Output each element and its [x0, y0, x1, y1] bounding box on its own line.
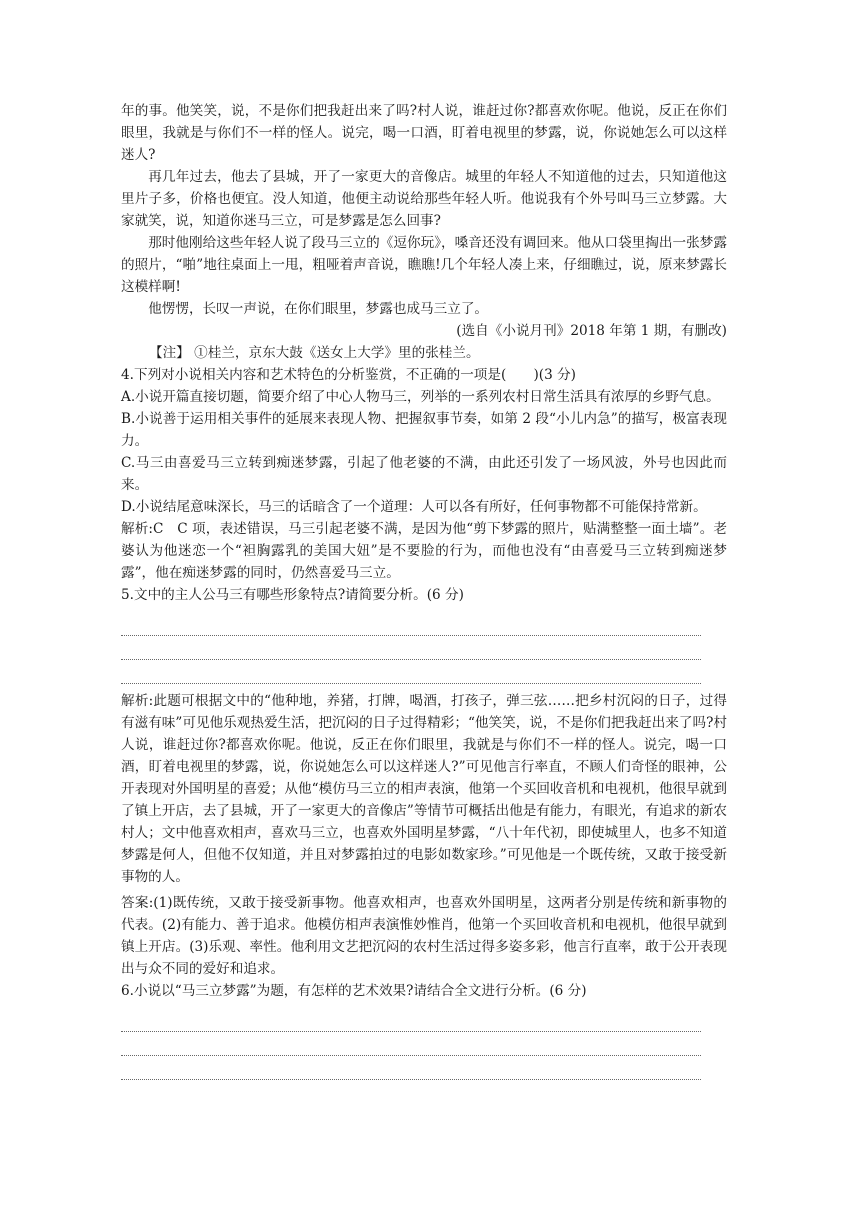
question-5-analysis: 解析:此题可根据文中的“他种地，养猪，打牌，喝酒，打孩子，弹三弦……把乡村沉闷的日子，过得有滋有味”可见他乐观热爱生活，把沉闷的日子过得精彩；“他笑笑，说，不是你们把我赶出来了吗?村人说，谁赶过你?都喜欢你呢。他说，反正在你们眼里，我就是与你们不一样的怪人。说完，喝一口酒，盯着电视里的梦露，说，你说她怎么可以这样迷人?”可见他言行率直，不顾人们奇怪的眼神，公开表现对外国明星的喜爱；从他“模仿马三立的相声表演，他第一个买回收音机和电视机，他很早就到了镇上开店，去了县城，开了一家更大的音像店”等情节可概括出他是有能力，有眼光，有追求的新农村人；文中他喜欢相声，喜欢马三立，也喜欢外国明星梦露，“八十年代初，即使城里人，也多不知道梦露是何人，但他不仅知道，并且对梦露拍过的电影如数家珍。”可见他是一个既传统，又敢于接受新事物的人。 [121, 693, 727, 885]
question-5-answer: 答案:(1)既传统，又敢于接受新事物。他喜欢相声，也喜欢外国明星，这两者分别是传统和新事物的代表。(2)有能力、善于追求。他模仿相声表演惟妙惟肖，他第一个买回收音机和电视机，他很早就到镇上开店。(3)乐观、率性。他利用文艺把沉闷的农村生活过得多姿多彩，他言行直率，敢于公开表现出与众不同的爱好和追求。 [121, 895, 727, 977]
answer-line[interactable] [121, 660, 701, 684]
story-paragraph: 那时他刚给这些年轻人说了段马三立的《逗你玩》，嗓音还没有调回来。他从口袋里掏出一张梦露的照片，“啪”地往桌面上一甩，粗哑着声音说，瞧瞧!几个年轻人凑上来，仔细瞧过，说，原来梦露长这模样啊! [121, 235, 727, 295]
question-4-option-b: B.小说善于运用相关事件的延展来表现人物、把握叙事节奏，如第 2 段“小儿内急”的描写，极富表现力。 [121, 411, 727, 449]
footnote: 【注】 ①桂兰，京东大鼓《送女上大学》里的张桂兰。 [149, 345, 480, 361]
question-4-option-c: C.马三由喜爱马三立转到痴迷梦露，引起了他老婆的不满，由此还引发了一场风波，外号也因此而来。 [121, 455, 727, 493]
question-4-option-d: D.小说结尾意味深长，马三的话暗含了一个道理：人可以各有所好，任何事物都不可能保持常新。 [121, 499, 707, 515]
answer-line[interactable] [121, 1008, 701, 1032]
answer-line[interactable] [121, 1032, 701, 1056]
answer-line[interactable] [121, 636, 701, 660]
story-paragraph: 再几年过去，他去了县城，开了一家更大的音像店。城里的年轻人不知道他的过去，只知道他这里片子多，价格也便宜。没人知道，他便主动说给那些年轻人听。他说我有个外号叫马三立梦露。大家就笑，说，知道你迷马三立，可是梦露是怎么回事? [121, 169, 727, 229]
question-5-answer-lines[interactable] [121, 612, 727, 684]
source-citation: (选自《小说月刊》2018 年第 1 期，有删改) [456, 323, 727, 339]
question-6-answer-lines[interactable] [121, 1008, 727, 1080]
story-paragraph: 年的事。他笑笑，说，不是你们把我赶出来了吗?村人说，谁赶过你?都喜欢你呢。他说，反正在你们眼里，我就是与你们不一样的怪人。说完，喝一口酒，盯着电视里的梦露，说，你说她怎么可以这样迷人? [121, 103, 727, 163]
story-paragraph: 他愣愣，长叹一声说，在你们眼里，梦露也成马三立了。 [148, 301, 489, 317]
document-body [121, 100, 727, 1086]
question-6-stem: 6.小说以“马三立梦露”为题，有怎样的艺术效果?请结合全文进行分析。(6 分) [121, 983, 587, 999]
answer-line[interactable] [121, 612, 701, 636]
question-4-analysis: 解析:C C 项，表述错误，马三引起老婆不满，是因为他“剪下梦露的照片，贴满整整一面土墙”。老婆认为他迷恋一个“袒胸露乳的美国大妞”是不要脸的行为，而他也没有“由喜爱马三立转到痴迷梦露”，他在痴迷梦露的同时，仍然喜爱马三立。 [121, 521, 727, 581]
question-4-option-a: A.小说开篇直接切题，简要介绍了中心人物马三，列举的一系列农村日常生活具有浓厚的乡野气息。 [121, 389, 720, 405]
question-4-stem: 4.下列对小说相关内容和艺术特色的分析鉴赏，不正确的一项是( )(3 分) [121, 367, 576, 383]
question-5-stem: 5.文中的主人公马三有哪些形象特点?请简要分析。(6 分) [121, 587, 464, 603]
answer-line[interactable] [121, 1056, 701, 1080]
